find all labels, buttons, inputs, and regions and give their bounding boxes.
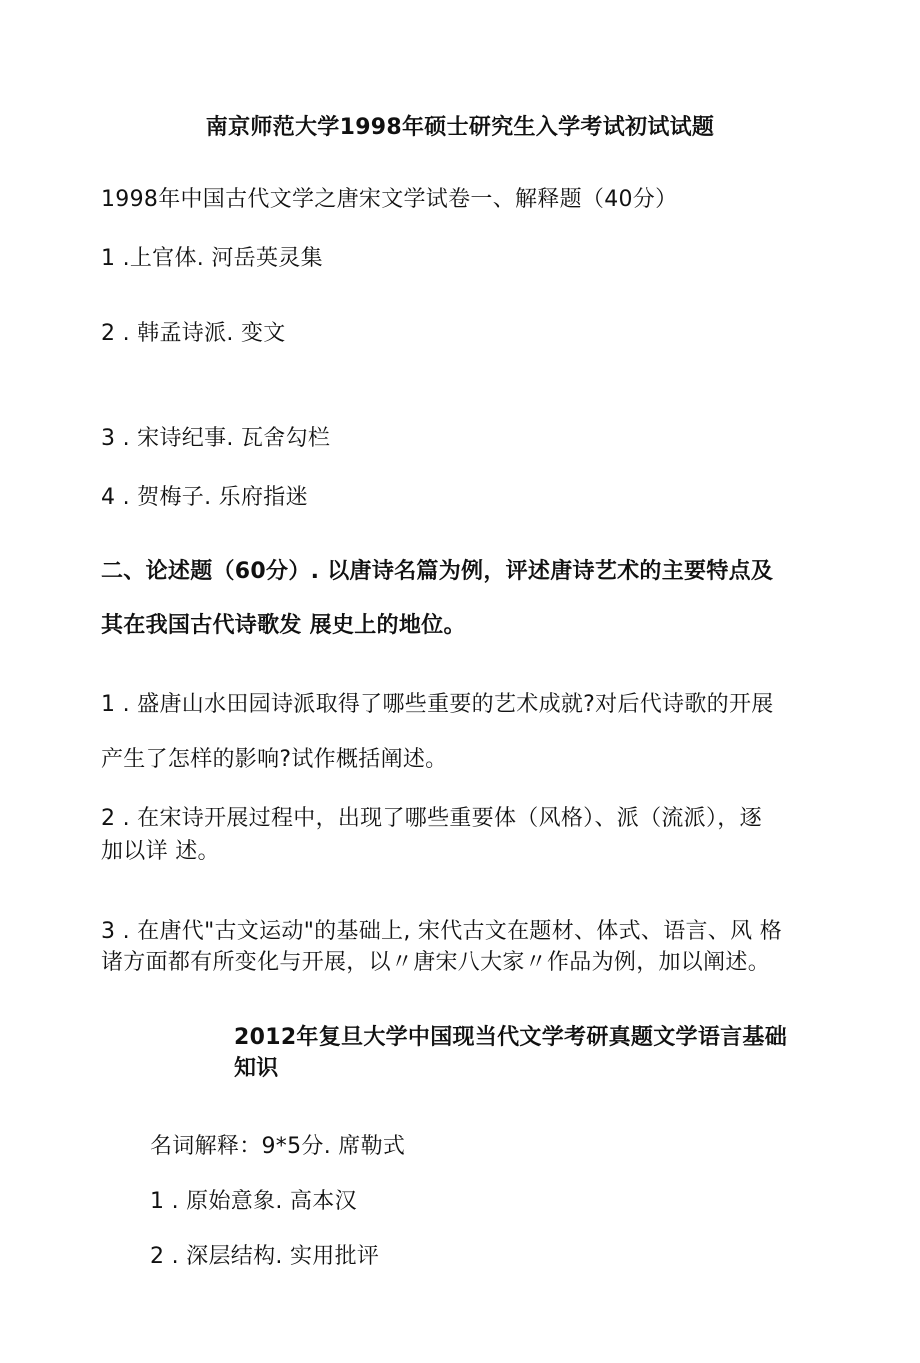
question-2-line-2: 加以详 述。 [101, 839, 220, 864]
question-1-line-2: 产生了怎样的影响?试作概括阐述。 [101, 747, 448, 772]
term-explanation-intro: 名词解释：9*5分. 席勒式 [150, 1134, 406, 1159]
term-item-1: 1 . 原始意象. 高本汉 [150, 1189, 357, 1214]
question-1-line-1: 1 . 盛唐山水田园诗派取得了哪些重要的艺术成就?对后代诗歌的开展 [101, 692, 774, 717]
question-2-line-1: 2 . 在宋诗开展过程中，出现了哪些重要体（风格）、派（流派），逐 [101, 806, 762, 831]
question-3-line-2: 诸方面都有所变化与开展，以〃唐宋八大家〃作品为例，加以阐述。 [101, 950, 771, 975]
exam-subtitle: 1998年中国古代文学之唐宋文学试卷一、解释题（40分） [101, 187, 678, 212]
explain-item-3: 3 . 宋诗纪事. 瓦舍勾栏 [101, 426, 331, 451]
term-item-2: 2 . 深层结构. 实用批评 [150, 1244, 380, 1269]
explain-item-2: 2 . 韩孟诗派. 变文 [101, 321, 286, 346]
second-exam-title-line-2: 知识 [234, 1056, 279, 1081]
second-exam-title-line-1: 2012年复旦大学中国现当代文学考研真题文学语言基础 [234, 1025, 788, 1050]
exam-title: 南京师范大学1998年硕士研究生入学考试初试试题 [205, 115, 715, 140]
explain-item-4: 4 . 贺梅子. 乐府指迷 [101, 485, 308, 510]
essay-section-heading-line-1: 二、论述题（60分）. 以唐诗名篇为例，评述唐诗艺术的主要特点及 [101, 559, 774, 584]
explain-item-1: 1 .上官体. 河岳英灵集 [101, 246, 323, 271]
question-3-line-1: 3 . 在唐代"古文运动"的基础上, 宋代古文在题材、体式、语言、风 格 [101, 919, 782, 944]
essay-section-heading-line-2: 其在我国古代诗歌发 展史上的地位。 [101, 613, 466, 638]
